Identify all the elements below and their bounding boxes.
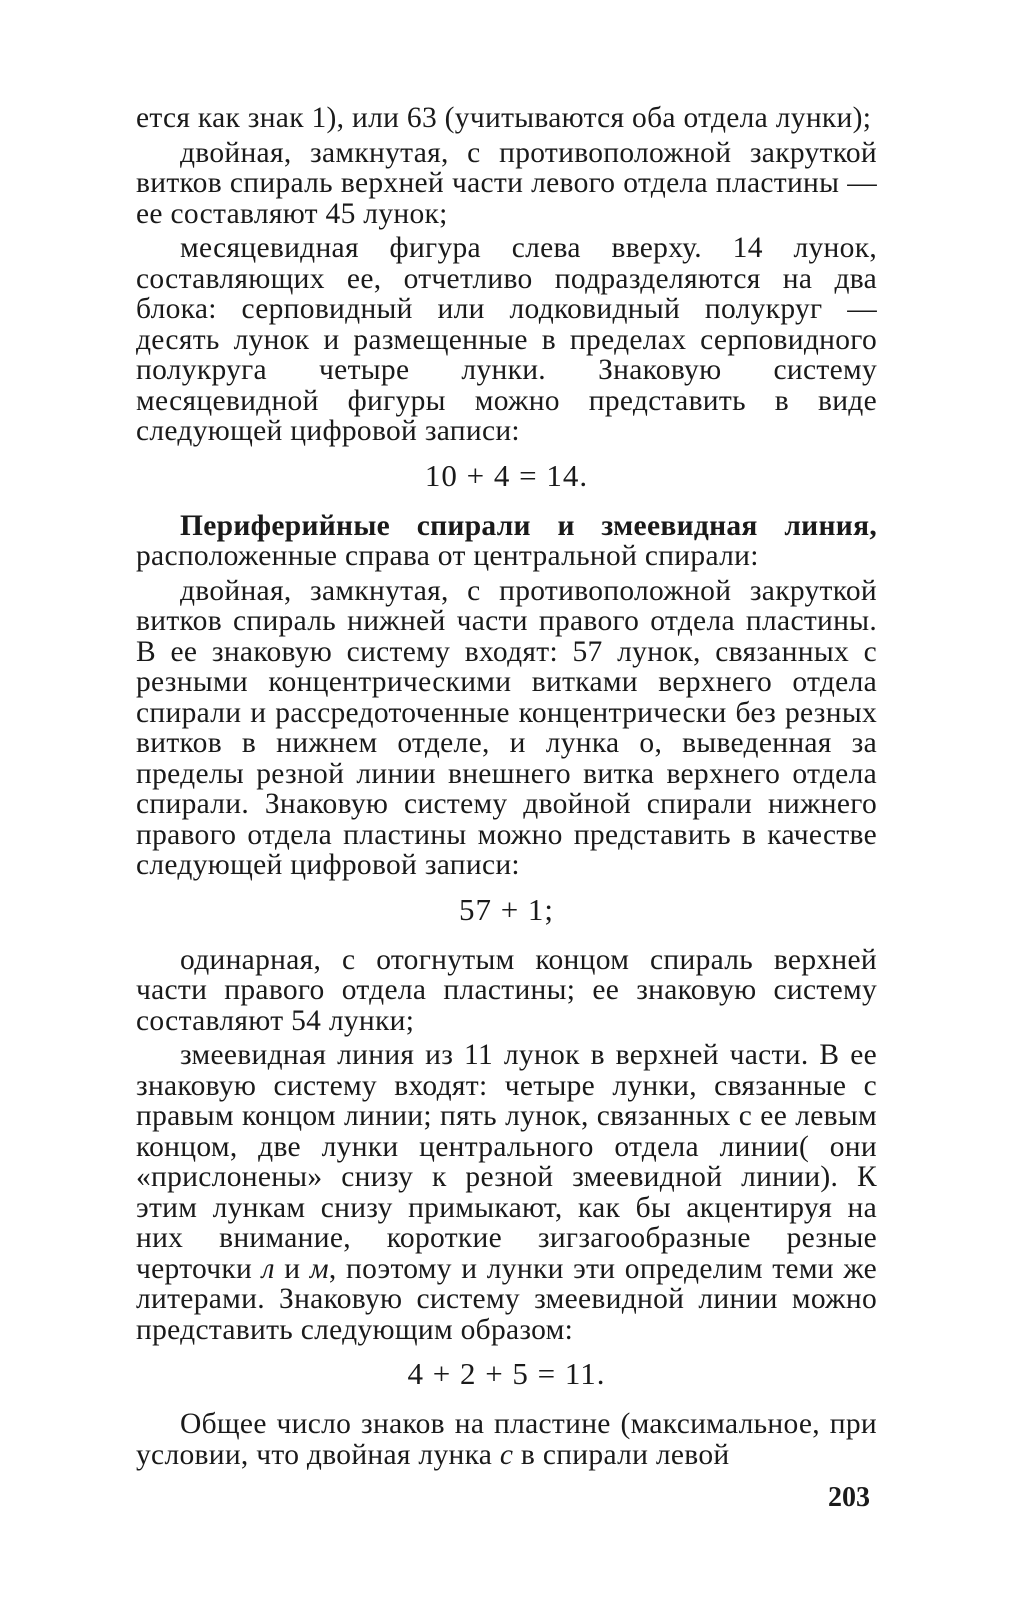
formula-3: 4 + 2 + 5 = 11.	[407, 1356, 606, 1391]
page-number: 203	[828, 1482, 870, 1513]
paragraph-7	[136, 1040, 877, 1345]
paragraph-5: двойная, замкнутая, с противоположной закруткой витков спираль нижней части правого отдела пластины. В ее знаковую систему входят: 57 лунок, связанных с резными концентрическими витками верхнего отдела спирали и рассредоточенные концентрически без резных витков в нижнем отделе, и лунка о, выведенная за пределы резной линии внешнего витка верхнего отдела спирали. Знаковую систему двойной спирали нижнего правого отдела пластины можно представить в качестве следующей цифровой записи:	[136, 574, 877, 881]
paragraph-7-part-b: и	[274, 1252, 310, 1285]
paragraph-8-part-b: в спирали левой	[513, 1438, 730, 1471]
section-heading: Периферийные спирали и змеевидная линия,	[180, 509, 877, 542]
paragraph-7-part-a: змеевидная линия из 11 лунок в верхней части. В ее знаковую систему входят: четыре лунки, связанные с правым концом линии; пять лунок, связанных с ее левым концом, две лунки центрального отдела линии( они «прислонены» снизу к резной змеевидной линии). К этим лункам снизу примыкают, как бы акцентируя на них внимание, короткие зигзагообразные резные черточки	[136, 1039, 877, 1285]
paragraph-3: месяцевидная фигура слева вверху. 14 лунок, составляющих ее, отчетливо подразделяются на два блока: серповидный или лодковидный полукруг — десять лунок и размещенные в пределах серповидного полукруга четыре лунки. Знаковую систему месяцевидной фигуры можно представить в виде следующей цифровой записи:	[136, 232, 877, 447]
letter-c: с	[499, 1438, 514, 1471]
letter-l: л	[261, 1252, 275, 1285]
paragraph-6: одинарная, с отогнутым концом спираль верхней части правого отдела пластины; ее знаковую систему составляют 54 лунки;	[136, 943, 877, 1037]
paragraph-4	[136, 511, 877, 572]
paragraph-8-part-a: Общее число знаков на пластине (максимальное, при условии, что двойная лунка	[136, 1408, 877, 1471]
paragraph-8	[136, 1409, 877, 1470]
letter-m: м	[309, 1252, 329, 1285]
formula-2: 57 + 1;	[458, 891, 555, 927]
page-body	[136, 103, 877, 1470]
paragraph-4-text: расположенные справа от центральной спирали:	[136, 540, 759, 572]
formula-1: 10 + 4 = 14.	[424, 457, 589, 493]
paragraph-1: ется как знак 1), или 63 (учитываются оба отдела лунки);	[136, 102, 872, 134]
paragraph-7-part-c: , поэтому и лунки эти определим теми же литерами. Знаковую систему змеевидной линии можно представить следующим образом:	[136, 1252, 878, 1346]
paragraph-2: двойная, замкнутая, с противоположной закруткой витков спираль верхней части левого отдела пластины — ее составляют 45 лунок;	[136, 136, 877, 230]
